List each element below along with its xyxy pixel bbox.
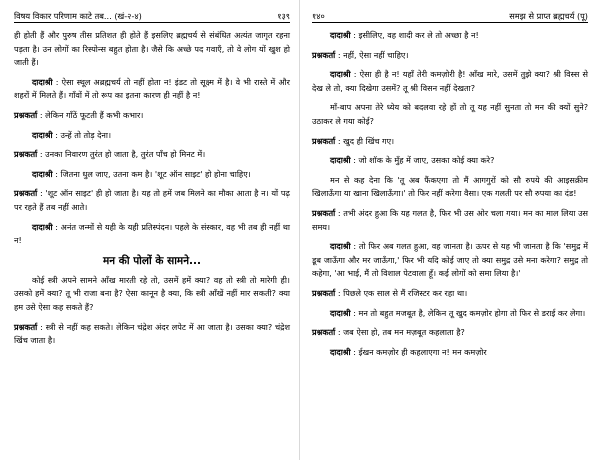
right-page-body: [312, 29, 588, 359]
speaker-label: प्रश्नकर्ता: [312, 287, 336, 298]
dialog-paragraph: [312, 287, 588, 301]
left-page-number: १३९: [277, 11, 290, 21]
paragraph-text: : जितना धुल जाए, उतना कम है। 'शूट ऑन साइट' हो होना चाहिए।: [52, 168, 251, 179]
speaker-label: प्रश्नकर्ता: [14, 149, 38, 160]
dialog-paragraph: [312, 49, 588, 63]
paragraph-text: ही होती हैं और पुरुष तीस प्रतिशत ही होते हैं इसलिए ब्रह्मचर्य से संबंधित अत्यंत जागृत रहना पड़ता है। उन लोगों का रिस्पोन्स बहुत होता है। जैसे कि अच्छे पद गवाएँ, तो वे लोग यों खुश हो जाती हैं।: [14, 30, 290, 68]
body-paragraph: [14, 29, 290, 70]
dialog-paragraph: [312, 307, 588, 321]
left-running-header: [14, 8, 290, 23]
dialog-paragraph: [312, 207, 588, 234]
paragraph-text: : लेकिन गाँठें फूटती हैं कभी कभार।: [37, 109, 144, 120]
paragraph-text: : खुद ही खिंच गए।: [335, 135, 395, 146]
dialog-paragraph: [312, 346, 588, 360]
paragraph-text: : पिछले एक साल से मैं रजिस्टर कर रहा था।: [335, 287, 468, 298]
dialog-paragraph: [312, 154, 588, 168]
dialog-paragraph: [14, 148, 290, 162]
right-header-title: समझ से प्राप्त ब्रह्मचर्य (पू): [509, 11, 588, 21]
paragraph-text: मन से कह देना कि 'तू अब फैंकएगा तो मैं आगगुरों को सौ रुपये की आइसक्रीम खिलाऊँगा या खाना खिलाऊँगा।' तो फिर नहीं करेगा वैसा। एक गलती पर सौ रुपया का दंड!: [312, 174, 588, 199]
paragraph-text: : स्त्री से नहीं कह सकते। लेकिन चंद्रेश अंदर लपेट में आ जाता है। उसका क्या? चंद्रेश खिंच जाता है।: [14, 321, 290, 346]
dialog-paragraph: [312, 326, 588, 340]
speaker-label: दादाश्री: [330, 307, 351, 318]
speaker-label: प्रश्नकर्ता: [312, 207, 336, 218]
paragraph-text: : इसीलिए, वह शादी कर ले तो अच्छा है न!: [350, 30, 479, 40]
paragraph-text: : अनंत जन्मों से यही के यही प्रतिस्पंदन। पहले के संस्कार, वह भी तब ही नहीं था न!: [14, 221, 290, 246]
paragraph-text: : 'शूट ऑन साइट' ही हो जाता है। यह तो हमें जब मिलने का मौका आता है न। यों पढ़ पर रहते हैं तब नहीं आते।: [14, 188, 290, 212]
right-running-header: [312, 8, 588, 23]
paragraph-text: : तो फिर अब गलत हुआ, वह जानता है। ऊपर से यह भी जानता है कि 'समुद्र में डूब जाऊँगा और मर जाऊँगा,' फिर भी यदि कोई जाए तो क्या समुद्र उसे मना करेगा? समुद्र तो कहेगा, 'आ भाई, मैं तो विशाल पेटवाला हूँ। कई लोगों को समा लिया है।': [312, 241, 588, 279]
body-paragraph: [14, 274, 290, 315]
speaker-label: दादाश्री: [32, 168, 53, 179]
speaker-label: दादाश्री: [32, 221, 53, 232]
speaker-label: दादाश्री: [330, 241, 351, 252]
dialog-paragraph: [14, 76, 290, 103]
speaker-label: प्रश्नकर्ता: [14, 321, 38, 332]
speaker-label: प्रश्नकर्ता: [14, 109, 38, 120]
speaker-label: प्रश्नकर्ता: [312, 49, 336, 60]
dialog-paragraph: [14, 129, 290, 143]
paragraph-text: : ऐसा स्थूल अब्रह्मचर्य तो नहीं होता न! इंडट तो सूक्ष्म में है। वे भी रास्ते में और शहरों में मिलते हैं। गाँवों में तो रूप का इतना कारण ही नहीं है न!: [14, 76, 290, 101]
left-header-title: विषय विकार परिणाम काटे तब... (खं-२-४): [14, 11, 142, 21]
dialog-paragraph: [14, 187, 290, 214]
speaker-label: दादाश्री: [330, 69, 351, 80]
dialog-paragraph: [14, 321, 290, 348]
dialog-paragraph: [312, 68, 588, 95]
speaker-label: प्रश्नकर्ता: [312, 135, 336, 146]
section-heading: मन की पोलों के सामने...: [103, 254, 201, 267]
speaker-label: दादाश्री: [330, 30, 351, 40]
body-paragraph: [312, 101, 588, 128]
right-page: [300, 0, 600, 460]
speaker-label: दादाश्री: [32, 76, 53, 87]
dialog-paragraph: [312, 240, 588, 281]
speaker-label: दादाश्री: [330, 155, 351, 166]
paragraph-text: : तभी अंदर हुआ कि यह गलत है, फिर भी उस ओर चला गया। मन का माल लिया उस समय।: [312, 207, 588, 232]
paragraph-text: : जब ऐसा हो, तब मन मज़बूत कहलाता है?: [335, 327, 465, 338]
paragraph-text: कोई स्त्री अपने सामने आँख मारती रहे तो, उसमें हमें क्या? वह तो स्त्री तो मारेगी ही। उसको हमें क्या? तू भी राजा बना है? ऐसा कानून है क्या, कि स्त्री आँखें नहीं मार सकती? क्या हम उसे ऐसा कह सकते हैं?: [14, 274, 290, 312]
dialog-paragraph: [14, 109, 290, 123]
paragraph-text: माँ-बाप अपना तेरे ध्येय को बदलवा रहे हों तो तू यह नहीं सुनता तो मन की क्यों सुने? उठाकर ले गया कोई?: [312, 102, 588, 126]
speaker-label: प्रश्नकर्ता: [312, 327, 336, 338]
dialog-paragraph: [312, 29, 588, 43]
paragraph-text: : ऐसा ही है न! यहाँ तेरी कमज़ोरी है! आँख मारे, उसमें तुझे क्या? श्री विस्स से देख ले तो, क्या दिखेगा उसमें? तू श्री विसन नहीं देखता?: [312, 69, 588, 93]
paragraph-text: : नहीं, ऐसा नहीं चाहिए।: [335, 49, 409, 60]
speaker-label: दादाश्री: [330, 346, 351, 357]
body-paragraph: [312, 174, 588, 201]
left-page-body: [14, 29, 290, 348]
dialog-paragraph: [14, 168, 290, 182]
paragraph-text: : उन्हें तो तोड़ देना।: [52, 129, 112, 140]
paragraph-text: : उनका निवारण तुरंत हो जाता है, तुरंत पाँच हो मिनट में।: [37, 149, 206, 160]
paragraph-text: : जो शॉक के मुँह में जाए, उसका कोई क्या करे?: [350, 155, 495, 166]
speaker-label: दादाश्री: [32, 129, 53, 140]
dialog-paragraph: [14, 221, 290, 248]
dialog-paragraph: [312, 135, 588, 149]
paragraph-text: : मन तो बहुत मजबूत है, लेकिन तू खुद कमज़ोर होगा तो फिर से डराई कर लेगा।: [350, 307, 586, 318]
paragraph-text: : ईखन कमज़ोर ही कहलाएगा न! मन कमज़ोर: [350, 346, 487, 357]
right-page-number: १४०: [312, 11, 325, 21]
speaker-label: प्रश्नकर्ता: [14, 188, 38, 199]
